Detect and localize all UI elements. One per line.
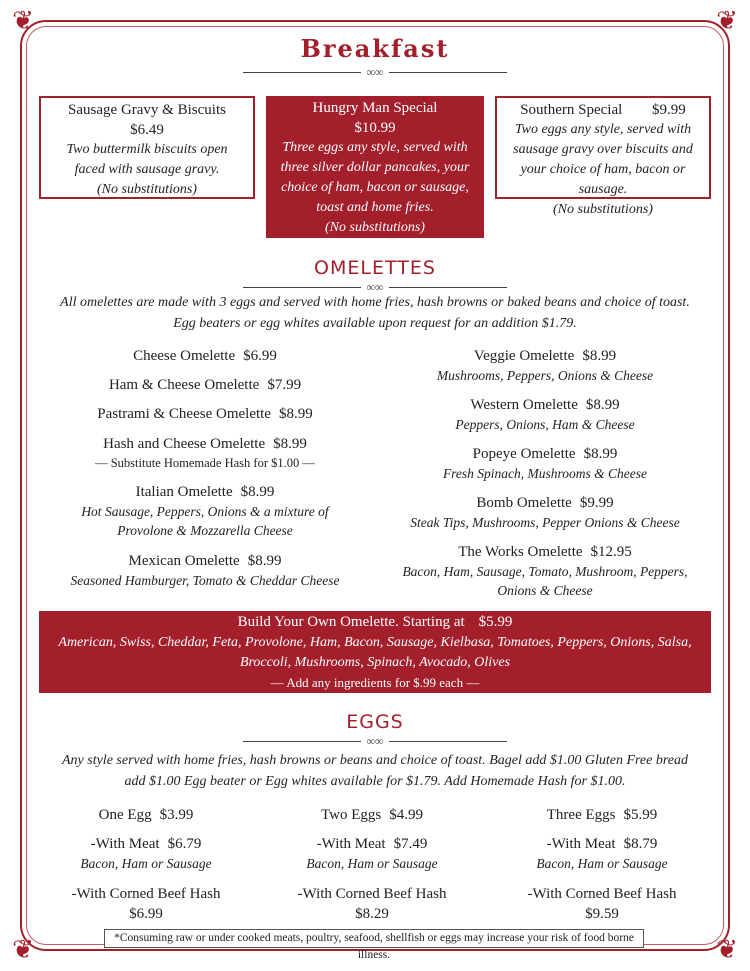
omelette-item [40,434,370,472]
special-name: Southern Special [520,102,623,118]
omelette-price: $8.99 [247,553,282,569]
eggs-intro-line: add $1.00 Egg beater or Egg whites available for $1.79. Add Homemade Hash for $1.00. [124,774,626,789]
build-extra: — Add any ingredients for $.99 each — [270,675,480,690]
omelette-ingredients: Seasoned Hamburger, Tomato & Cheddar Cheese [70,573,340,588]
corner-ornament-icon: ❦ [12,6,34,35]
egg-price: $3.99 [159,807,194,823]
page-title: Breakfast [300,34,450,63]
omelette-ingredients: Bacon, Ham, Sausage, Tomato, Mushroom, Peppers, [402,564,688,579]
omelette-item [380,542,710,600]
egg-hash-label: -With Corned Beef Hash [297,886,447,902]
omelette-name: The Works Omelette [458,544,583,560]
egg-hash-label: -With Corned Beef Hash [527,886,677,902]
special-hungry-man [266,96,484,238]
omelette-item [40,551,370,590]
omelette-price: $8.99 [278,406,313,422]
build-label: Build Your Own Omelette. Starting at [237,614,465,630]
egg-price: $4.99 [389,807,423,823]
eggs-intro-line: Any style served with home fries, hash browns or beans and choice of toast. Bagel add $1.00 Gluten Free bread [61,753,689,768]
egg-hash-price: $9.59 [585,906,619,922]
omelette-item [40,482,370,540]
corner-ornament-icon: ❦ [716,6,738,35]
egg-meat-label: -With Meat [316,836,386,852]
omelette-ingredients: Mushrooms, Peppers, Onions & Cheese [436,368,654,383]
egg-meat-options: Bacon, Ham or Sausage [536,856,668,871]
omelettes-intro [40,292,710,334]
omelette-ingredients: Hot Sausage, Peppers, Onions & a mixture of [81,504,329,519]
egg-name: Two Eggs [321,807,382,823]
special-note: (No substitutions) [553,202,653,217]
omelettes-intro-line: Egg beaters or egg whites available upon request for an addition $1.79. [173,316,577,331]
eggs-intro [40,750,710,792]
flourish-icon: ∞∞ [366,280,384,294]
egg-meat-options: Bacon, Ham or Sausage [306,856,438,871]
omelette-item [40,404,370,424]
special-sausage-gravy [39,96,255,199]
omelette-price: $8.99 [582,348,617,364]
omelette-price: $12.95 [590,544,632,560]
special-price: $10.99 [354,120,396,136]
special-title-row [497,100,709,120]
omelette-ingredients: Peppers, Onions, Ham & Cheese [455,417,635,432]
omelettes-intro-line: All omelettes are made with 3 eggs and served with home fries, hash browns or baked beans and choice of toast. [60,295,690,310]
special-southern [495,96,711,217]
omelette-name: Pastrami & Cheese Omelette [97,406,271,422]
special-name: Hungry Man Special [312,100,438,116]
egg-meat-price: $6.79 [167,836,202,852]
corner-ornament-icon: ❦ [716,935,738,964]
title-divider [243,65,507,79]
omelette-ingredients: Steak Tips, Mushrooms, Pepper Onions & Cheese [410,515,680,530]
omelette-name: Ham & Cheese Omelette [108,377,260,393]
omelette-price: $6.99 [243,348,277,364]
omelette-ingredients: Provolone & Mozzarella Cheese [117,523,293,538]
flourish-icon: ∞∞ [366,65,384,79]
omelette-name: Hash and Cheese Omelette [103,436,266,452]
build-ingredients: Broccoli, Mushrooms, Spinach, Avocado, Olives [239,655,511,670]
omelette-item [380,346,710,385]
egg-meat-price: $7.49 [393,836,428,852]
special-desc: Three eggs any style, served with three silver dollar pancakes, your choice of ham, bacon or sausage, toast and home fries. [280,140,470,215]
egg-name: One Egg [98,807,152,823]
egg-meat-price: $8.79 [623,836,658,852]
omelette-price: $8.99 [583,446,618,462]
omelette-item [380,493,710,532]
omelette-name: Italian Omelette [135,484,233,500]
omelettes-title: OMELETTES [314,257,436,279]
omelette-name: Mexican Omelette [128,553,240,569]
build-your-own-banner [39,611,711,693]
omelette-ingredients: Fresh Spinach, Mushrooms & Cheese [442,466,648,481]
omelette-name: Bomb Omelette [476,495,572,511]
egg-name: Three Eggs [546,807,616,823]
omelette-name: Cheese Omelette [133,348,236,364]
omelette-price: $8.99 [240,484,275,500]
special-desc: Two eggs any style, served with sausage gravy over biscuits and your choice of ham, bacon or sausage. [513,122,693,197]
omelette-name: Veggie Omelette [473,348,575,364]
build-ingredients: American, Swiss, Cheddar, Feta, Provolone, Ham, Bacon, Sausage, Kielbasa, Tomatoes, Peppers, Onions, Salsa, [58,635,692,650]
omelette-price: $9.99 [579,495,614,511]
omelette-note: — Substitute Homemade Hash for $1.00 — [95,456,315,470]
omelette-name: Popeye Omelette [472,446,576,462]
special-note: (No substitutions) [325,220,425,235]
omelette-price: $7.99 [267,377,302,393]
omelette-item [380,444,710,483]
omelette-item [40,375,370,395]
eggs-column [36,805,256,924]
eggs-divider [243,734,507,748]
flourish-icon: ∞∞ [366,734,384,748]
special-desc: Two buttermilk biscuits open faced with sausage gravy. [66,142,228,177]
omelette-name: Western Omelette [470,397,578,413]
egg-price: $5.99 [623,807,658,823]
special-price: $6.49 [130,122,164,138]
special-note: (No substitutions) [97,182,197,197]
omelette-ingredients: Onions & Cheese [497,583,593,598]
egg-meat-options: Bacon, Ham or Sausage [80,856,212,871]
eggs-column [492,805,712,924]
egg-hash-label: -With Corned Beef Hash [71,886,221,902]
eggs-column [262,805,482,924]
corner-ornament-icon: ❦ [12,935,34,964]
omelette-item [40,346,370,366]
food-safety-disclaimer: *Consuming raw or under cooked meats, poultry, seafood, shellfish or eggs may increase your risk of food borne illness. [104,929,644,948]
egg-meat-label: -With Meat [90,836,160,852]
egg-meat-label: -With Meat [546,836,616,852]
egg-hash-price: $8.29 [355,906,389,922]
egg-hash-price: $6.99 [129,906,163,922]
omelette-item [380,395,710,434]
omelette-price: $8.99 [585,397,620,413]
special-name: Sausage Gravy & Biscuits [68,102,226,118]
omelette-price: $8.99 [273,436,307,452]
eggs-title: EGGS [346,711,404,733]
build-price: $5.99 [478,614,513,630]
special-price: $9.99 [652,102,686,118]
